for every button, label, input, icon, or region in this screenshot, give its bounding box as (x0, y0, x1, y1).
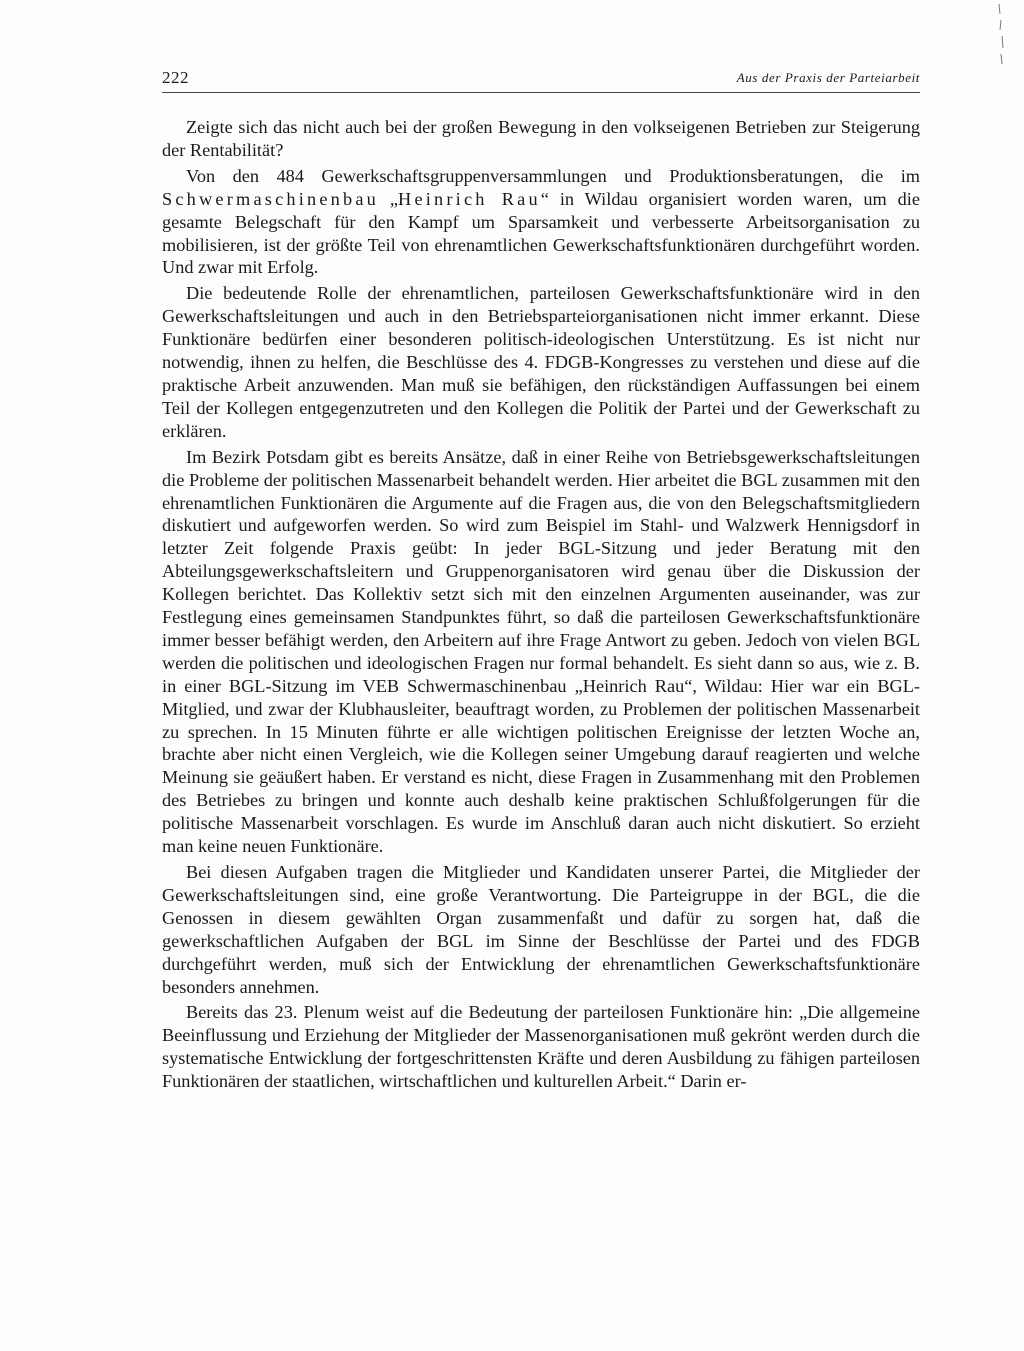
spaced-company-name: Schwermaschinenbau (162, 188, 379, 209)
paragraph-6: Bereits das 23. Plenum weist auf die Bedeutung der parteilosen Funktionäre hin: „Die allgemeine Beeinflussung und Erziehung der Mitglieder der Massenorganisationen muß gekrönt werden durch die systematische Entwicklung der fortgeschrittensten Kräfte und deren Ausbildung zu fähigen parteilosen Funktionären der staatlichen, wirtschaftlichen und kulturellen Arbeit.“ Darin er- (162, 1002, 920, 1092)
paragraph-2 (162, 165, 920, 280)
page-number: 222 (162, 68, 189, 87)
paragraph-3: Die bedeutende Rolle der ehrenamtlichen, parteilosen Gewerkschaftsfunktionäre wird in den Gewerkschaftsleitungen und auch in den Betriebsparteiorganisationen nicht immer erkannt. Diese Funktionäre bedürfen einer besonderen politisch-ideologischen Unterstützung. Es ist nicht nur notwendig, ihnen zu helfen, die Beschlüsse des 4. FDGB-Kongresses zu verstehen und diese auf die praktische Arbeit anzuwenden. Man muß sie befähigen, den rückständigen Auffassungen bei einem Teil der Kollegen entgegenzutreten und den Kollegen die Politik der Partei und der Gewerkschaft zu erklären. (162, 283, 920, 441)
paragraph-2-text-before: Von den 484 Gewerkschaftsgruppenversammlungen und Produktionsberatungen, die im (186, 165, 920, 186)
running-head: Aus der Praxis der Parteiarbeit (736, 70, 920, 85)
paragraph-2-text-after: “ in Wildau organisiert worden waren, um die gesamte Belegschaft für den Kampf um Sparsamkeit und verbesserte Arbeitsorganisation zu mobilisieren, ist der größte Teil von ehrenamtlichen Gewerkschaftsfunktionären durchgeführt worden. Und zwar mit Erfolg. (162, 188, 920, 278)
spaced-plant-name: Heinrich Rau (398, 188, 541, 209)
paragraph-4: Im Bezirk Potsdam gibt es bereits Ansätze, daß in einer Reihe von Betriebsgewerkschaftsleitungen die Probleme der politischen Massenarbeit behandelt werden. Hier arbeitet die BGL zusammen mit den ehrenamtlichen Funktionären die Argumente auf die Fragen aus, die von den Belegschaftsmitgliedern diskutiert und aufgeworfen werden. So wird zum Beispiel im Stahl- und Walzwerk Hennigsdorf in letzter Zeit folgende Praxis geübt: In jeder BGL-Sitzung und jeder Beratung mit den Abteilungsgewerkschaftsleitern und Gruppenorganisatoren wird genau über die Diskussion der Kollegen berichtet. Das Kollektiv setzt sich mit den einzelnen Argumenten auseinander, was zur Festlegung eines gemeinsamen Standpunktes führt, so daß die parteilosen Gewerkschaftsfunktionäre immer besser befähigt werden, den Arbeitern auf ihre Frage Antwort zu geben. Jedoch von vielen BGL werden die politischen und ideologischen Fragen nur formal behandelt. Es sieht dann so aus, wie z. B. in einer BGL-Sitzung im VEB Schwermaschinenbau „Heinrich Rau“, Wildau: Hier war ein BGL-Mitglied, und zwar der Klubhausleiter, beauftragt worden, zu Problemen der politischen Massenarbeit zu sprechen. In 15 Minuten führte er alle wichtigen politischen Ereignisse der letzten Woche an, brachte aber nicht einen Vergleich, wie die Kollegen seiner Umgebung darauf reagierten und welche Meinung sie geäußert haben. Er verstand es nicht, diese Fragen in Zusammenhang mit den Problemen des Betriebes zu bringen und konnte auch deshalb keine praktischen Schlußfolgerungen für die politische Massenarbeit vorschlagen. Es wurde im Anschluß daran auch nicht diskutiert. So erzieht man keine neuen Funktionäre. (162, 446, 920, 857)
body-text (162, 116, 920, 1093)
scan-artifact-mark (996, 0, 1006, 70)
paragraph-5: Bei diesen Aufgaben tragen die Mitglieder und Kandidaten unserer Partei, die Mitglieder der Gewerkschaftsleitungen sind, eine große Verantwortung. Die Parteigruppe in der BGL, die die Genossen in diesem gewählten Organ zusammenfaßt und dafür zu sorgen hat, daß die gewerkschaftlichen Aufgaben der BGL im Sinne der Beschlüsse der Partei und des FDGB durchgeführt werden, muß sich der Entwicklung der ehrenamtlichen Gewerkschaftsfunktionäre besonders annehmen. (162, 862, 920, 997)
page-header (162, 68, 920, 93)
paragraph-2-text-middle: „ (379, 188, 399, 209)
paragraph-1: Zeigte sich das nicht auch bei der großen Bewegung in den volkseigenen Betrieben zur Steigerung der Rentabilität? (162, 117, 920, 160)
